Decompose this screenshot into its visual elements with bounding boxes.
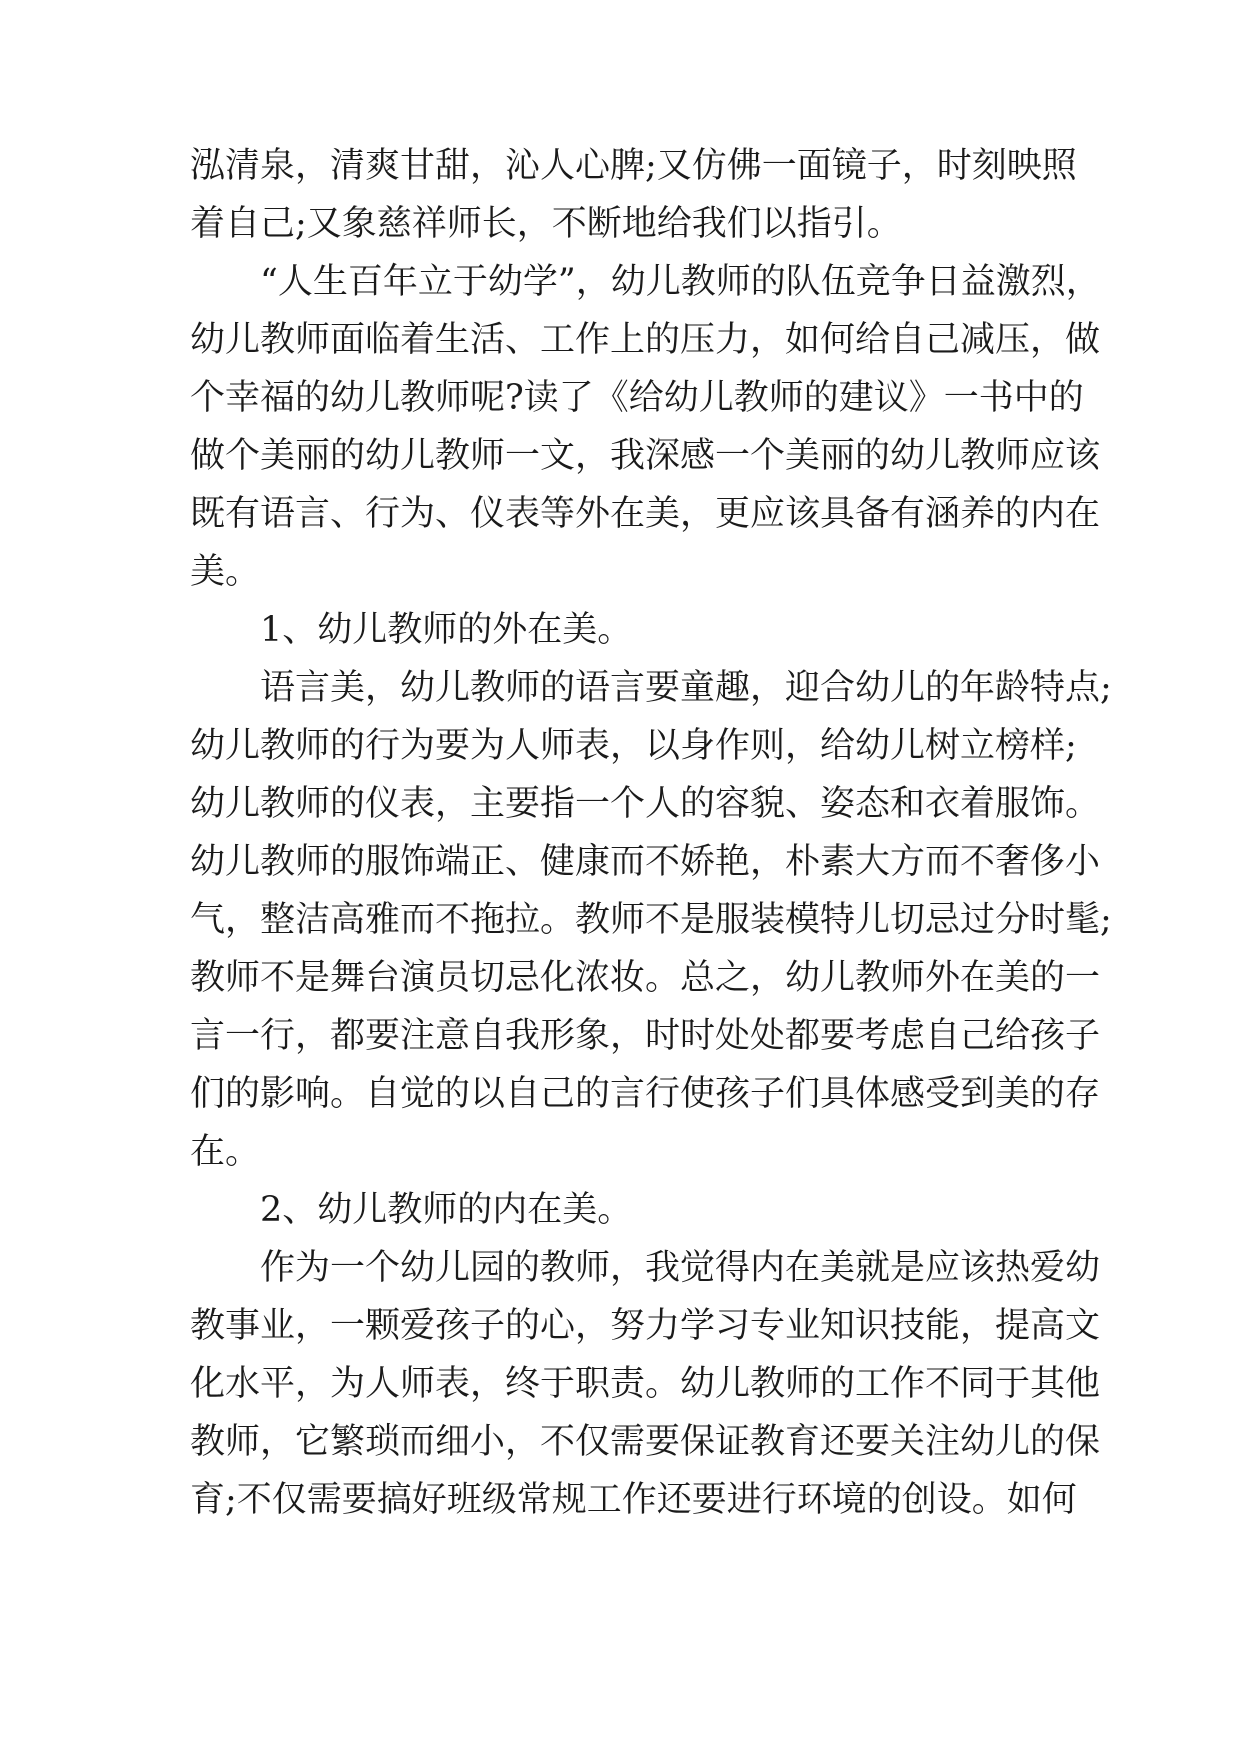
text-line: 教师不是舞台演员切忌化浓妆。总之，幼儿教师外在美的一 xyxy=(190,958,1101,998)
text-line: 气，整洁高雅而不拖拉。教师不是服装模特儿切忌过分时髦; xyxy=(190,900,1112,940)
section-heading: 1、幼儿教师的外在美。 xyxy=(260,610,633,650)
text-line: 教事业，一颗爱孩子的心，努力学习专业知识技能，提高文 xyxy=(190,1306,1101,1346)
text-line: 着自己;又象慈祥师长，不断地给我们以指引。 xyxy=(190,204,902,244)
text-line: 语言美，幼儿教师的语言要童趣，迎合幼儿的年龄特点; xyxy=(260,668,1112,708)
text-line: 幼儿教师的仪表，主要指一个人的容貌、姿态和衣着服饰。 xyxy=(190,784,1101,824)
text-line: 泓清泉，清爽甘甜，沁人心脾;又仿佛一面镜子，时刻映照 xyxy=(190,146,1077,186)
section-heading: 2、幼儿教师的内在美。 xyxy=(260,1190,633,1230)
text-line: 教师，它繁琐而细小，不仅需要保证教育还要关注幼儿的保 xyxy=(190,1422,1101,1462)
text-line: “人生百年立于幼学”，幼儿教师的队伍竞争日益激烈， xyxy=(260,262,1101,302)
text-line: 做个美丽的幼儿教师一文，我深感一个美丽的幼儿教师应该 xyxy=(190,436,1101,476)
text-line: 们的影响。自觉的以自己的言行使孩子们具体感受到美的存 xyxy=(190,1074,1101,1114)
text-line: 美。 xyxy=(190,552,261,592)
text-line: 幼儿教师的服饰端正、健康而不娇艳，朴素大方而不奢侈小 xyxy=(190,842,1101,882)
text-line: 化水平，为人师表，终于职责。幼儿教师的工作不同于其他 xyxy=(190,1364,1101,1404)
text-line: 幼儿教师的行为要为人师表，以身作则，给幼儿树立榜样; xyxy=(190,726,1077,766)
text-line: 既有语言、行为、仪表等外在美，更应该具备有涵养的内在 xyxy=(190,494,1101,534)
text-line: 个幸福的幼儿教师呢?读了《给幼儿教师的建议》一书中的 xyxy=(190,378,1084,418)
text-line: 幼儿教师面临着生活、工作上的压力，如何给自己减压，做 xyxy=(190,320,1101,360)
text-line: 育;不仅需要搞好班级常规工作还要进行环境的创设。如何 xyxy=(190,1480,1077,1520)
text-line: 作为一个幼儿园的教师，我觉得内在美就是应该热爱幼 xyxy=(260,1248,1101,1288)
text-line: 在。 xyxy=(190,1132,261,1172)
text-line: 言一行，都要注意自我形象，时时处处都要考虑自己给孩子 xyxy=(190,1016,1101,1056)
